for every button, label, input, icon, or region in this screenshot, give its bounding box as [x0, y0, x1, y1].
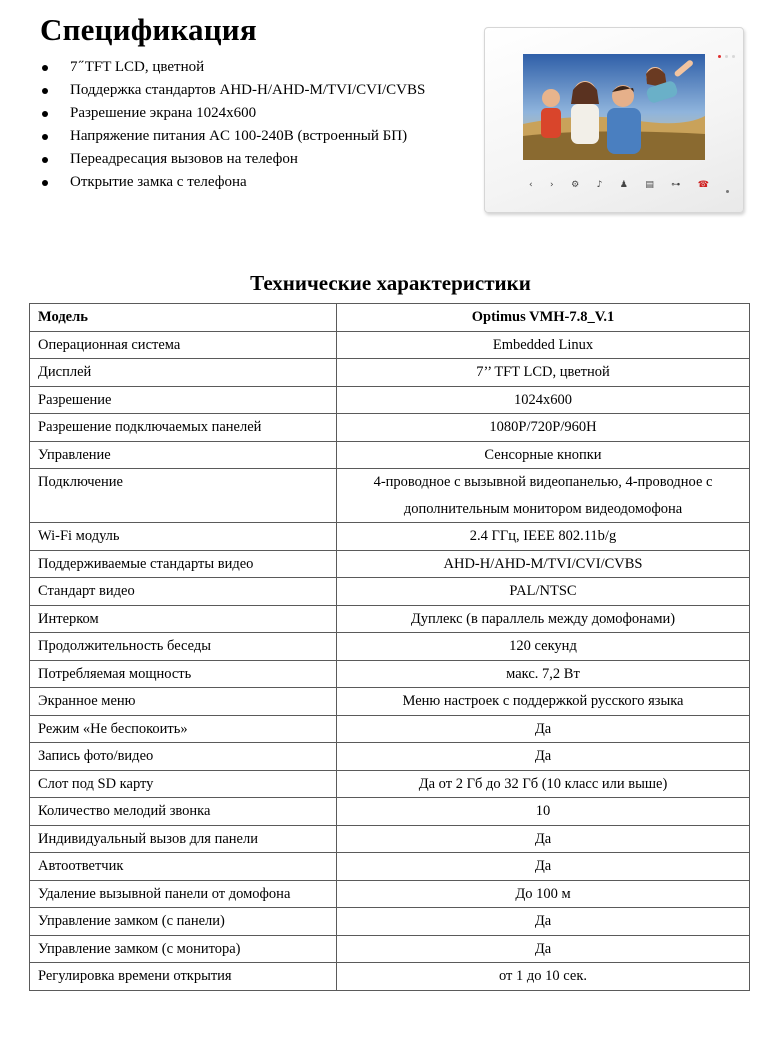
phone-icon: ☎	[697, 180, 709, 190]
monitor-screen-photo	[523, 54, 705, 160]
table-row	[30, 414, 750, 442]
row-label: Продолжительность беседы	[30, 633, 337, 661]
table-row	[30, 469, 750, 523]
table-row	[30, 770, 750, 798]
tech-specs-title: Технические характеристики	[250, 271, 531, 295]
row-label: Экранное меню	[30, 688, 337, 716]
tech-specs-table	[29, 303, 750, 991]
row-label: Регулировка времени открытия	[30, 963, 337, 991]
table-row	[30, 359, 750, 387]
row-value: Да	[337, 853, 750, 881]
row-value: 10	[337, 798, 750, 826]
row-value: 120 секунд	[337, 633, 750, 661]
family-photo	[523, 54, 705, 160]
table-row	[30, 853, 750, 881]
bullet-item: 7 ̋ TFT LCD, цветной	[40, 56, 470, 79]
row-label: Разрешение	[30, 386, 337, 414]
row-label: Интерком	[30, 605, 337, 633]
row-value: Да	[337, 935, 750, 963]
settings-icon: ⚙	[571, 180, 580, 190]
row-label: Автоответчик	[30, 853, 337, 881]
spec-bullet-list	[40, 56, 470, 194]
status-leds	[718, 55, 735, 58]
row-label: Потребляемая мощность	[30, 660, 337, 688]
user-icon: ♟	[619, 180, 628, 190]
status-led	[732, 55, 735, 58]
microphone-dot	[726, 190, 729, 193]
table-row	[30, 550, 750, 578]
table-row	[30, 908, 750, 936]
table-row	[30, 605, 750, 633]
table-row	[30, 523, 750, 551]
status-led	[725, 55, 728, 58]
row-value: Сенсорные кнопки	[337, 441, 750, 469]
table-row	[30, 688, 750, 716]
row-value: До 100 м	[337, 880, 750, 908]
row-label: Удаление вызывной панели от домофона	[30, 880, 337, 908]
bullet-item: Открытие замка с телефона	[40, 171, 470, 194]
row-value: AHD-H/AHD-M/TVI/CVI/CVBS	[337, 550, 750, 578]
row-label: Количество мелодий звонка	[30, 798, 337, 826]
row-label: Wi-Fi модуль	[30, 523, 337, 551]
row-value: Да	[337, 908, 750, 936]
table-row	[30, 441, 750, 469]
prev-icon: ‹	[529, 180, 533, 190]
row-value: 2.4 ГГц, IEEE 802.11b/g	[337, 523, 750, 551]
row-label: Дисплей	[30, 359, 337, 387]
bullet-item: Переадресация вызовов на телефон	[40, 148, 470, 171]
table-header-row	[30, 304, 750, 332]
row-value: макс. 7,2 Вт	[337, 660, 750, 688]
table-row	[30, 715, 750, 743]
monitor-product-image	[484, 27, 744, 213]
row-value: Да от 2 Гб до 32 Гб (10 класс или выше)	[337, 770, 750, 798]
table-row	[30, 633, 750, 661]
row-value: 1024x600	[337, 386, 750, 414]
table-row	[30, 331, 750, 359]
monitor-touch-buttons	[529, 178, 709, 192]
table-row	[30, 825, 750, 853]
row-label: Операционная система	[30, 331, 337, 359]
image-icon: ▤	[645, 180, 654, 190]
row-value: Дуплекс (в параллель между домофонами)	[337, 605, 750, 633]
row-label: Стандарт видео	[30, 578, 337, 606]
table-row	[30, 743, 750, 771]
table-row	[30, 880, 750, 908]
row-value: Да	[337, 743, 750, 771]
power-led	[718, 55, 721, 58]
header-value: Optimus VMH-7.8_V.1	[337, 304, 750, 332]
music-icon: ♪	[596, 180, 603, 190]
row-label: Подключение	[30, 469, 337, 523]
row-label: Слот под SD карту	[30, 770, 337, 798]
row-value: 7’’ TFT LCD, цветной	[337, 359, 750, 387]
bullet-item: Поддержка стандартов AHD-H/AHD-M/TVI/CVI/CVBS	[40, 79, 470, 102]
row-label: Управление	[30, 441, 337, 469]
table-row	[30, 578, 750, 606]
bullet-item: Разрешение экрана 1024x600	[40, 102, 470, 125]
table-row	[30, 660, 750, 688]
row-label: Управление замком (с панели)	[30, 908, 337, 936]
row-label: Индивидуальный вызов для панели	[30, 825, 337, 853]
spec-title: Спецификация	[40, 12, 257, 47]
row-label: Режим «Не беспокоить»	[30, 715, 337, 743]
table-row	[30, 935, 750, 963]
table-row	[30, 798, 750, 826]
next-icon: ›	[550, 180, 554, 190]
row-value: Embedded Linux	[337, 331, 750, 359]
table-row	[30, 386, 750, 414]
row-label: Разрешение подключаемых панелей	[30, 414, 337, 442]
row-value: PAL/NTSC	[337, 578, 750, 606]
bullet-item: Напряжение питания AC 100-240В (встроенный БП)	[40, 125, 470, 148]
key-icon: ⊶	[671, 180, 681, 190]
row-label: Поддерживаемые стандарты видео	[30, 550, 337, 578]
row-value: Да	[337, 825, 750, 853]
row-label: Управление замком (с монитора)	[30, 935, 337, 963]
row-value: 4-проводное с вызывной видеопанелью, 4-проводное с дополнительным монитором видеодомофона	[337, 469, 750, 523]
row-label: Запись фото/видео	[30, 743, 337, 771]
table-row	[30, 963, 750, 991]
row-value: 1080P/720P/960H	[337, 414, 750, 442]
row-value: от 1 до 10 сек.	[337, 963, 750, 991]
header-label: Модель	[30, 304, 337, 332]
row-value: Меню настроек с поддержкой русского языка	[337, 688, 750, 716]
row-value: Да	[337, 715, 750, 743]
